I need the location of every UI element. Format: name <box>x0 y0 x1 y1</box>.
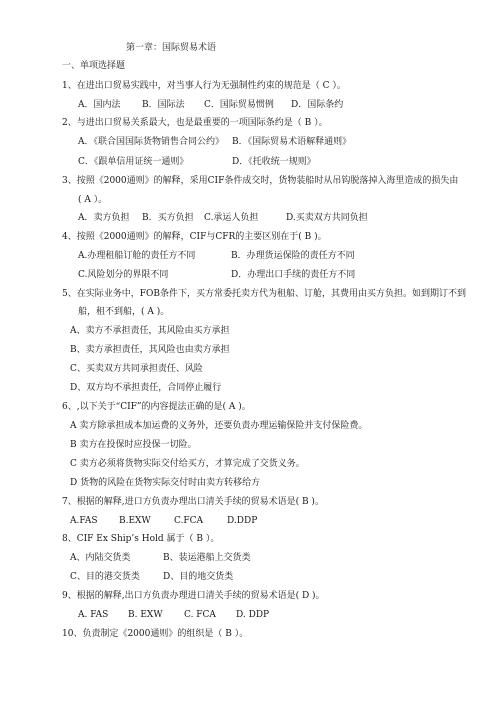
q3-option-c: C.承运人负担 <box>204 213 259 223</box>
q7-option-c: C.FCA <box>174 516 204 526</box>
question-7: 7、根据的解释,进口方负责办理出口清关手续的贸易术语是( B )。 <box>62 497 324 507</box>
q1-option-b: B．国际法 <box>142 100 185 110</box>
q7-option-a: A.FAS <box>70 516 98 526</box>
q6-option-a: A 卖方除承担成本加运费的义务外，还要负责办理运输保险并支付保险费。 <box>70 421 368 431</box>
question-1: 1、在进出口贸易实践中，对当事人行为无强制性约束的规范是（ C ）。 <box>62 81 346 91</box>
question-3-cont: ( A ）。 <box>78 195 108 205</box>
q9-option-a: A. FAS <box>78 610 109 620</box>
q3-option-a: A．卖方负担 <box>78 213 130 223</box>
q6-option-d: D 货物的风险在货物实际交付时由卖方转移给方 <box>70 478 261 488</box>
question-3: 3、按照《2000通则》的解释，采用CIF条件成交时，货物装船时从吊钩脱落掉入海里造成的损失由 <box>62 176 459 186</box>
question-5: 5、在实际业务中，FOB条件下，买方常委托卖方代为租船、订舱，其费用由买方负担。如到期订不到 <box>62 289 466 299</box>
q8-option-c: C、目的港交货类 <box>70 572 140 582</box>
section-heading: 一、单项选择题 <box>62 61 126 71</box>
q7-option-d: D.DDP <box>227 516 258 526</box>
question-6: 6、,以下关于“CIF”的内容提法正确的是( A )。 <box>62 402 251 412</box>
question-9: 9、根据的解释,出口方负责办理进口清关手续的贸易术语是( D )。 <box>62 591 325 601</box>
q6-option-b: B 卖方在投保时应投保一切险。 <box>70 440 197 450</box>
question-4: 4、按照《2000通则》的解释，CIF与CFR的主要区别在于( B )。 <box>62 232 327 242</box>
q1-option-d: D．国际条约 <box>291 100 344 110</box>
q3-option-d: D.买卖双方共同负担 <box>286 213 368 223</box>
q4-option-a: A.办理租船订舱的责任方不同 <box>78 251 196 261</box>
q4-option-c: C.风险划分的界限不同 <box>78 270 169 280</box>
q9-option-d: D. DDP <box>236 610 270 620</box>
q5-option-a: A、卖方不承担责任，其风险由买方承担 <box>70 326 230 336</box>
q8-option-b: B、装运港船上交货类 <box>163 553 251 563</box>
q2-option-b: B．《国际贸易术语解释通则》 <box>232 137 352 147</box>
q1-option-c: C．国际贸易惯例 <box>204 100 274 110</box>
question-8: 8、CIF Ex Ship’s Hold 属于（ B ）。 <box>62 534 220 544</box>
q1-option-a: A．国内法 <box>78 100 121 110</box>
q4-option-d: D．办理出口手续的责任方不同 <box>231 270 356 280</box>
question-5-cont: 船，租不到船，( A )。 <box>78 307 170 317</box>
question-10: 10、负责制定《2000通则》的组织是（ B ）。 <box>62 629 249 639</box>
q2-option-a: A．《联合国国际货物销售合同公约》 <box>78 137 225 147</box>
q5-option-d: D、双方均不承担责任，合同停止履行 <box>70 383 222 393</box>
q5-option-b: B、卖方承担责任，其风险也由卖方承担 <box>70 345 230 355</box>
q3-option-b: B．买方负担 <box>142 213 194 223</box>
page-title: 第一章：国际贸易术语 <box>126 43 217 53</box>
q4-option-b: B．办理货运保险的责任方不同 <box>231 251 355 261</box>
q8-option-a: A、内陆交货类 <box>70 553 131 563</box>
q8-option-d: D、目的地交货类 <box>163 572 234 582</box>
q2-option-c: C．《跟单信用证统一通则》 <box>78 157 189 167</box>
q9-option-b: B. EXW <box>128 610 163 620</box>
q9-option-c: C. FCA <box>184 610 216 620</box>
q5-option-c: C、买卖双方共同承担责任、风险 <box>70 364 203 374</box>
q2-option-d: D．《托收统一规则》 <box>232 157 316 167</box>
q7-option-b: B.EXW <box>119 516 151 526</box>
question-2: 2、与进出口贸易关系最大，也是最重要的一项国际条约是（ B ）。 <box>62 118 328 128</box>
q6-option-c: C 卖方必须将货物实际交付给买方，才算完成了交货义务。 <box>70 459 305 469</box>
